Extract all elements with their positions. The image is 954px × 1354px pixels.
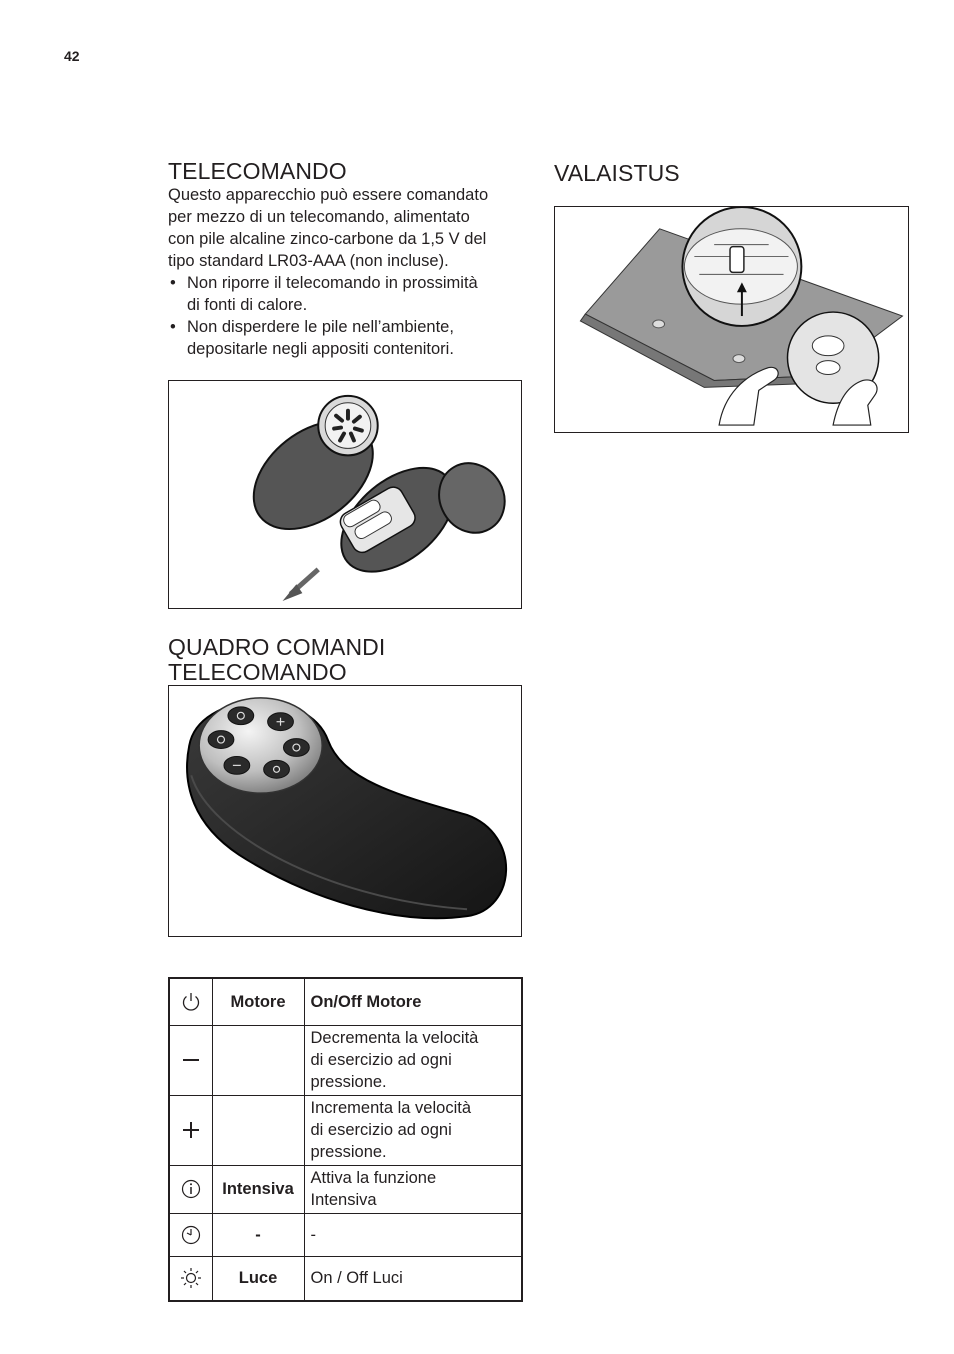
bullet-line: depositarle negli appositi contenitori. xyxy=(187,340,454,358)
plus-icon xyxy=(182,1121,200,1139)
remote-figure xyxy=(168,685,522,937)
light-icon xyxy=(180,1267,202,1289)
command-label xyxy=(212,1025,304,1095)
description-line: Intensiva xyxy=(310,1191,377,1209)
command-description xyxy=(304,1213,522,1256)
table-row xyxy=(169,1025,522,1095)
remote-battery-illustration xyxy=(169,381,521,608)
quadro-heading-line: QUADRO COMANDI xyxy=(168,634,386,660)
lighting-replacement-illustration xyxy=(555,207,908,432)
description-line: Attiva la funzione xyxy=(310,1169,437,1187)
timer-icon xyxy=(181,1225,201,1245)
description-line: di esercizio ad ogni xyxy=(310,1121,452,1139)
commands-table xyxy=(168,977,523,1302)
valaistus-heading: VALAISTUS xyxy=(554,160,680,186)
intro-paragraph xyxy=(168,184,528,272)
bullet-line: di fonti di calore. xyxy=(187,296,308,314)
icon-cell xyxy=(169,1256,212,1301)
paragraph-line: con pile alcaline zinco-carbone da 1,5 V del xyxy=(168,230,487,248)
battery-figure xyxy=(168,380,522,609)
icon-cell xyxy=(169,978,212,1025)
table-row xyxy=(169,1213,522,1256)
icon-cell xyxy=(169,1025,212,1095)
description-line: pressione. xyxy=(310,1143,387,1161)
command-description xyxy=(304,978,522,1025)
paragraph-line: per mezzo di un telecomando, alimentato xyxy=(168,208,470,226)
bullet-item xyxy=(168,316,528,360)
command-label: Luce xyxy=(212,1256,304,1301)
table-row xyxy=(169,1256,522,1301)
icon-cell xyxy=(169,1095,212,1165)
power-icon xyxy=(181,991,201,1013)
icon-cell xyxy=(169,1165,212,1213)
paragraph-line: tipo standard LR03-AAA (non incluse). xyxy=(168,252,449,270)
description-line: - xyxy=(310,1225,316,1244)
bullet-line: Non disperdere le pile nell’ambiente, xyxy=(187,318,454,336)
description-line: di esercizio ad ogni xyxy=(310,1051,452,1069)
description-line: Incrementa la velocità xyxy=(310,1099,471,1117)
remote-control-illustration xyxy=(169,686,521,936)
quadro-heading xyxy=(168,635,385,685)
command-label: Intensiva xyxy=(212,1165,304,1213)
table-row xyxy=(169,1165,522,1213)
telecomando-body xyxy=(168,184,528,360)
command-description xyxy=(304,1165,522,1213)
info-icon xyxy=(181,1179,201,1199)
page-number: 42 xyxy=(64,48,80,64)
command-label xyxy=(212,1095,304,1165)
paragraph-line: Questo apparecchio può essere comandato xyxy=(168,186,489,204)
quadro-heading-line: TELECOMANDO xyxy=(168,659,347,685)
description-line: Decrementa la velocità xyxy=(310,1029,479,1047)
minus-icon xyxy=(182,1058,200,1062)
command-label: Motore xyxy=(212,978,304,1025)
command-description xyxy=(304,1025,522,1095)
table-row xyxy=(169,1095,522,1165)
command-label: - xyxy=(212,1213,304,1256)
command-description xyxy=(304,1256,522,1301)
telecomando-heading: TELECOMANDO xyxy=(168,158,347,184)
lighting-figure xyxy=(554,206,909,433)
bullet-line: Non riporre il telecomando in prossimità xyxy=(187,274,478,292)
description-line: On / Off Luci xyxy=(310,1269,403,1288)
bullet-item xyxy=(168,272,528,316)
icon-cell xyxy=(169,1213,212,1256)
table-row xyxy=(169,978,522,1025)
command-description xyxy=(304,1095,522,1165)
description-line: On/Off Motore xyxy=(310,992,422,1011)
bullet-list xyxy=(168,272,528,360)
description-line: pressione. xyxy=(310,1073,387,1091)
